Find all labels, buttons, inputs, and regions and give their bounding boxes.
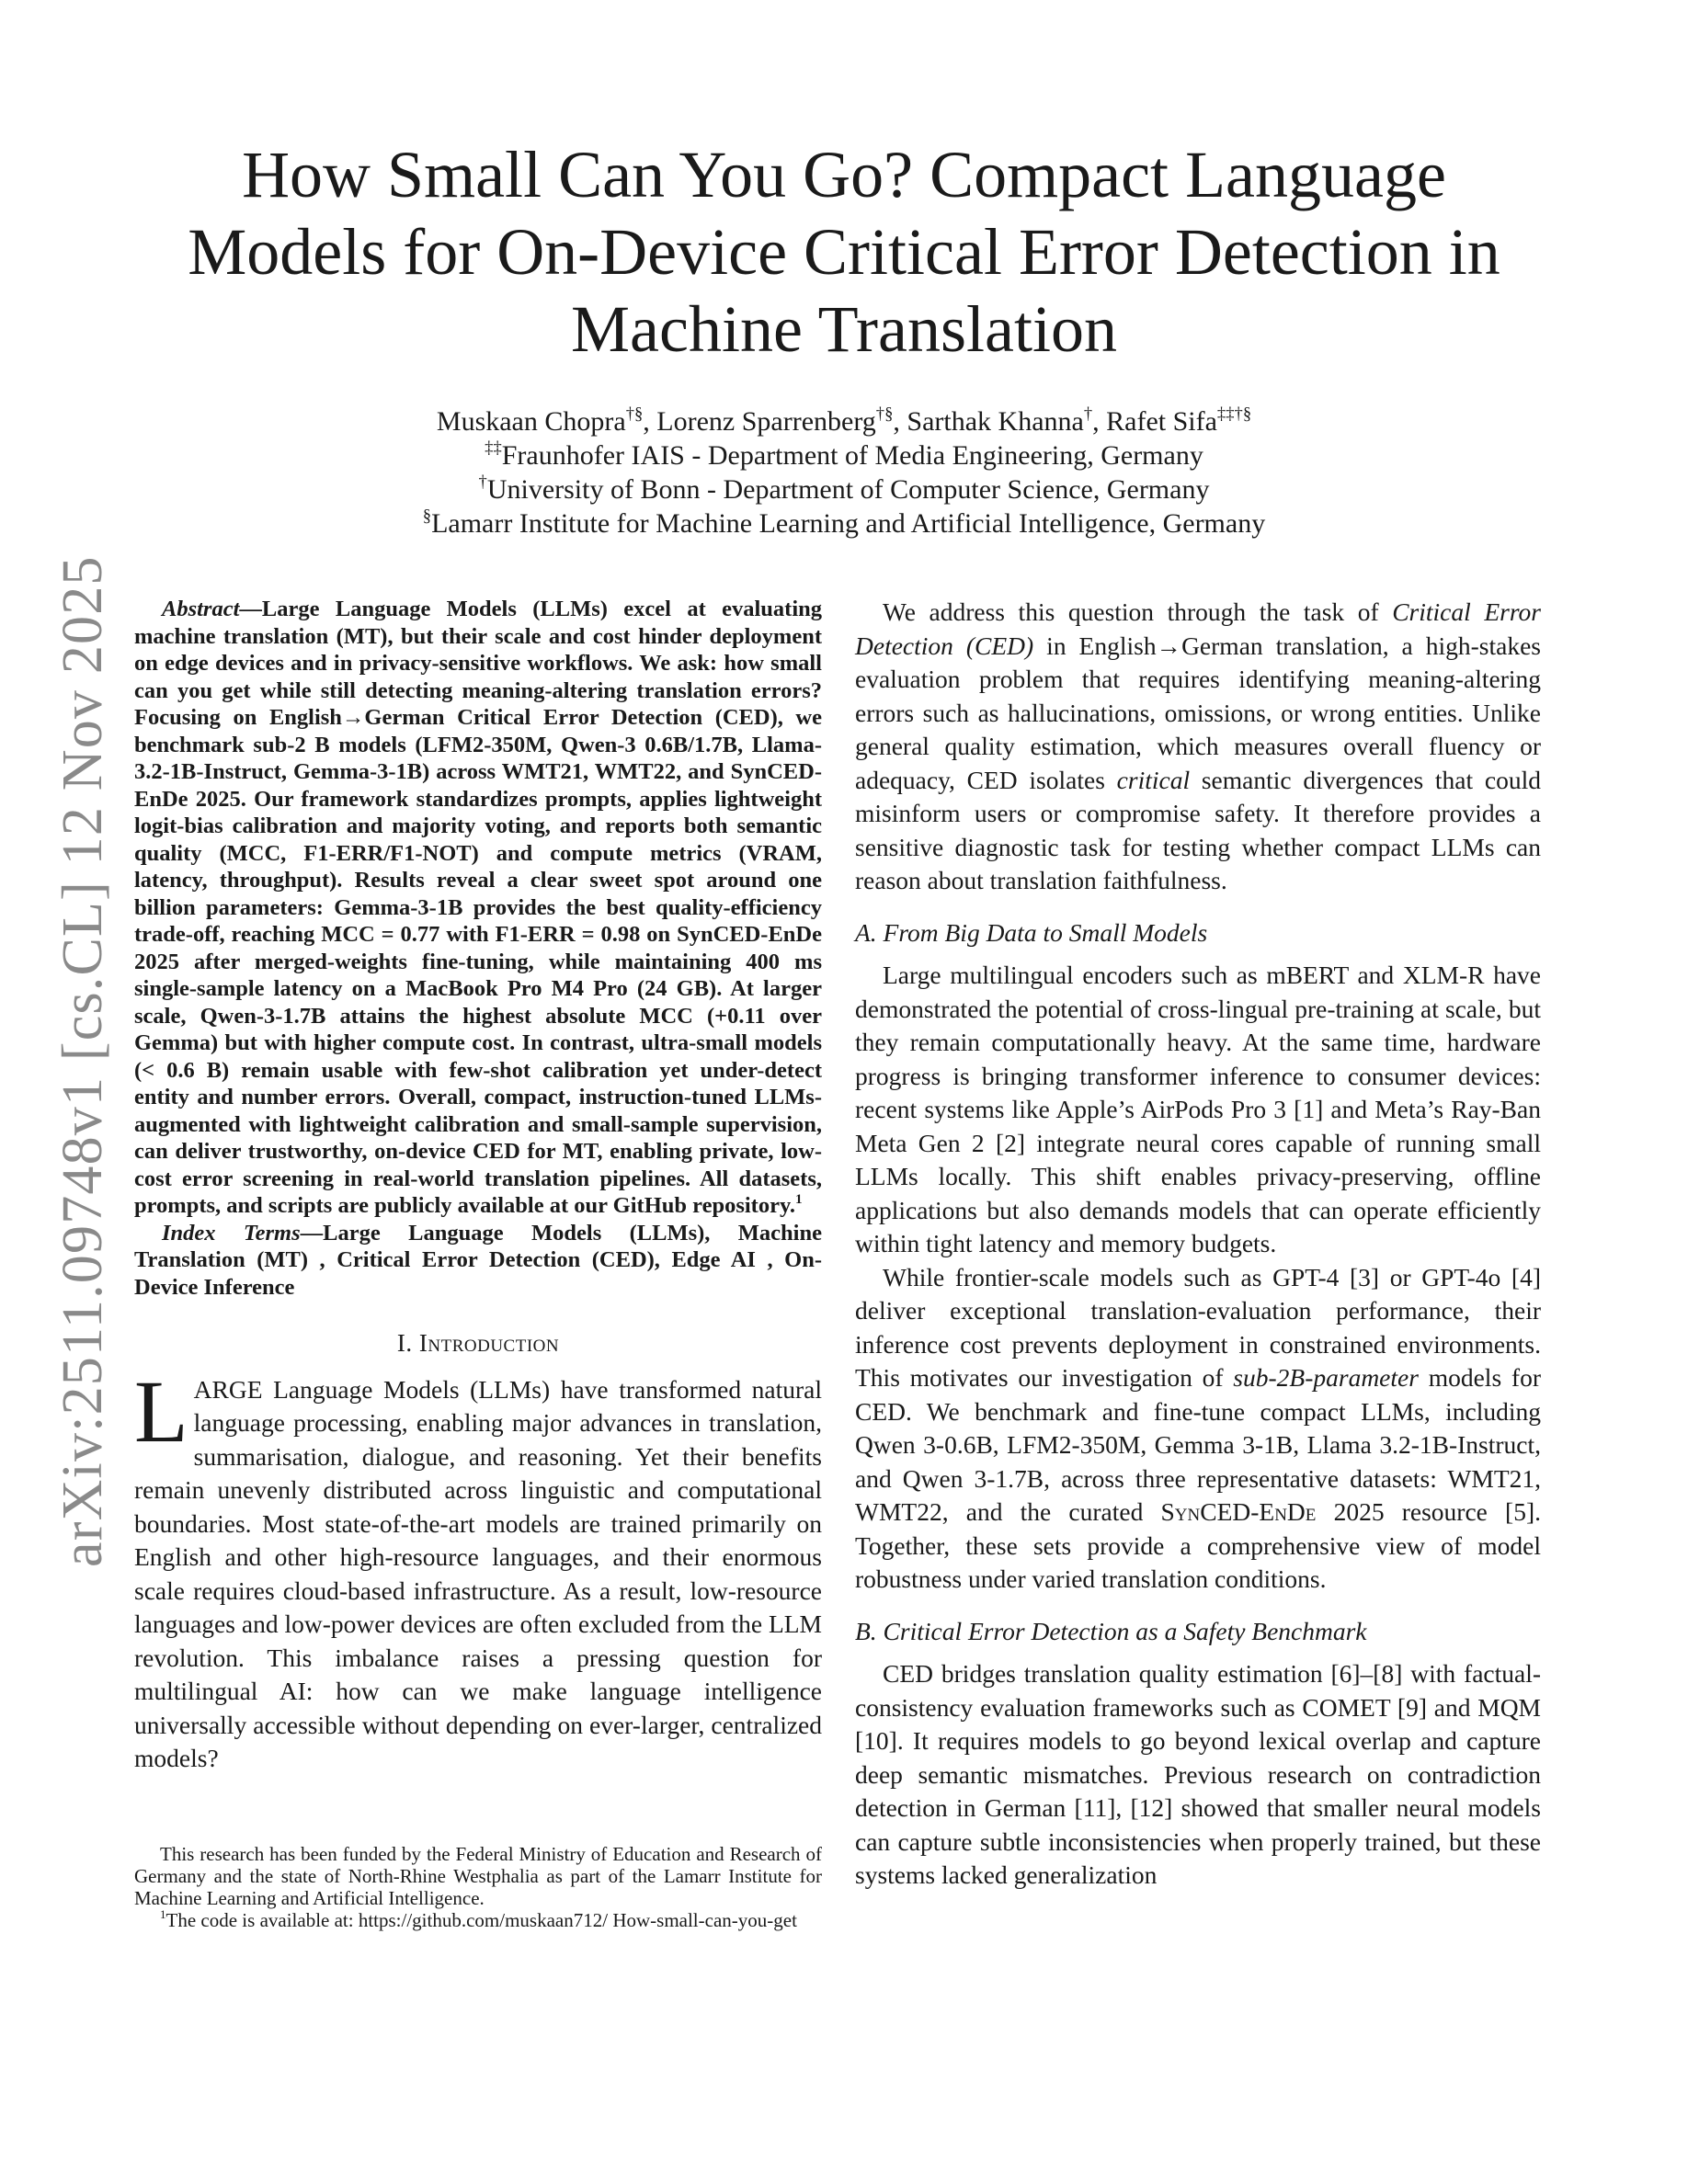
affiliation-bonn: †University of Bonn - Department of Computer Science, Germany bbox=[478, 472, 1210, 505]
code-footnote: $^1$The code is available at: https://github.com/muskaan712/ How-small-can-you-get bbox=[160, 1907, 797, 1931]
subsection-heading-a: A. From Big Data to Small Models bbox=[855, 917, 1208, 947]
author-block bbox=[138, 404, 1550, 540]
affiliation-fraunhofer: ‡‡Fraunhofer IAIS - Department of Media Engineering, Germany bbox=[485, 438, 1203, 471]
footnotes bbox=[134, 1843, 822, 1931]
subsection-a-paragraph-1: Large multilingual encoders such as mBERT and XLM-R have demonstrated the potential of cross-lingual pre-training at scale, but they remain computationally heavy. At the same time, hardware progress is bringing transformer inference to consumer devices: recent systems like Apple’s AirPods Pro 3 [1] and Meta’s Ray-Ban Meta Gen 2 [2] integrate neural cores capable of running small LLMs locally. This shift enables privacy-preserving, offline applications but also demands models that can operate efficiently within tight latency and memory budgets. bbox=[855, 961, 1541, 1257]
abstract bbox=[134, 596, 822, 1220]
index-terms bbox=[134, 1220, 822, 1302]
author-list: Muskaan Chopra†§, Lorenz Sparrenberg†§, Sarthak Khanna†, Rafet Sifa‡‡†§ bbox=[436, 404, 1252, 437]
left-column bbox=[134, 596, 822, 1776]
index-terms-text: —Large Language Models (LLMs), Machine Translation (MT) , Critical Error Detection (CED), Edge AI , On-Device Inference bbox=[134, 1220, 822, 1300]
funding-note: This research has been funded by the Federal Ministry of Education and Research of Germany and the state of North-Rhine Westphalia as part of the Lamarr Institute for Machine Learning and Artificial Intelligence. bbox=[134, 1843, 822, 1909]
intro-paragraph-2: We address this question through the task of Critical Error Detection (CED) in English→German translation, a high-stakes evaluation problem that requires identifying meaning-altering errors such as hallucinations, omissions, or wrong entities. Unlike general quality estimation, which measures overall fluency or adequacy, CED isolates critical semantic divergences that could misinform users or compromise safety. It therefore provides a sensitive diagnostic task for testing whether compact LLMs can reason about translation faithfulness. bbox=[855, 597, 1541, 894]
abstract-text: —Large Language Models (LLMs) excel at evaluating machine translation (MT), but their scale and cost hinder deployment on edge devices and in privacy-sensitive workflows. We ask: how small can you get while still detecting meaning-altering translation errors? Focusing on English→German Critical Error Detection (CED), we benchmark sub-2 B models (LFM2-350M, Qwen-3 0.6B/1.7B, Llama-3.2-1B-Instruct, Gemma-3-1B) across WMT21, WMT22, and SynCED-EnDe 2025. Our framework standardizes prompts, applies lightweight logit-bias calibration and majority voting, and reports both semantic quality (MCC, F1-ERR/F1-NOT) and compute metrics (VRAM, latency, throughput). Results reveal a clear sweet spot around one billion parameters: Gemma-3-1B provides the best quality-efficiency trade-off, reaching MCC = 0.77 with F1-ERR = 0.98 on SynCED-EnDe 2025 after merged-weights fine-tuning, while maintaining 400 ms single-sample latency on a MacBook Pro M4 Pro (24 GB). At larger scale, Qwen-3-1.7B attains the highest absolute MCC (+0.11 over Gemma) but with higher compute cost. In contrast, ultra-small models (< 0.6 B) remain usable with few-shot calibration yet under-detect entity and number errors. Overall, compact, instruction-tuned LLMs-augmented with lightweight calibration and small-sample supervision, can deliver trustworthy, on-device CED for MT, enabling private, low-cost error screening in real-world translation pipelines. All datasets, prompts, and scripts are publicly available at our GitHub repository. bbox=[134, 597, 822, 1218]
intro-paragraph-1: LARGE Language Models (LLMs) have transformed natural language processing, enabling major advances in translation, summarisation, dialogue, and reasoning. Yet their benefits remain unevenly distributed across linguistic and computational boundaries. Most state-of-the-art models are trained primarily on English and other high-resource languages, and their enormous scale requires cloud-based infrastructure. As a result, low-resource languages and low-power devices are often excluded from the LLM revolution. This imbalance raises a pressing question for multilingual AI: how can we make language intelligence universally accessible without depending on ever-larger, centralized models? bbox=[134, 1361, 822, 1772]
drop-cap: L bbox=[134, 1361, 188, 1461]
index-terms-label: Index Terms bbox=[162, 1220, 301, 1246]
right-column bbox=[855, 596, 1541, 1893]
affiliation-lamarr: §Lamarr Institute for Machine Learning and Artificial Intelligence, Germany bbox=[422, 506, 1266, 539]
footnote-mark: 1 bbox=[794, 1191, 803, 1208]
subsection-a-paragraph-2: While frontier-scale models such as GPT-4 [3] or GPT-4o [4] deliver exceptional translation-evaluation performance, their inference cost prevents deployment in constrained environments. This motivates our investigation of sub-2B-parameter models for CED. We benchmark and fine-tune compact LLMs, including Qwen 3-0.6B, LFM2-350M, Gemma 3-1B, Llama 3.2-1B-Instruct, and Qwen 3-1.7B, across three representative datasets: WMT21, WMT22, and the curated SynCED-EnDe 2025 resource [5]. Together, these sets provide a comprehensive view of model robustness under varied translation conditions. bbox=[855, 1262, 1541, 1593]
paper-title: How Small Can You Go? Compact Language Models for On-Device Critical Error Detection in Machine Translation bbox=[188, 138, 1500, 366]
subsection-heading-b: B. Critical Error Detection as a Safety Benchmark bbox=[855, 1616, 1367, 1645]
abstract-label: Abstract bbox=[162, 597, 240, 621]
arxiv-identifier-sidebar: arXiv:2511.09748v1 [cs.CL] 12 Nov 2025 bbox=[51, 555, 114, 1567]
subsection-b-paragraph-1: CED bridges translation quality estimation [6]–[8] with factual-consistency evaluation frameworks such as COMET [9] and MQM [10]. It requires models to go beyond lexical overlap and capture deep semantic mismatches. Previous research on contradiction detection in German [11], [12] showed that smaller neural models can capture subtle inconsistencies when properly trained, but these systems lacked generalization bbox=[855, 1659, 1541, 1889]
section-heading-introduction: I. Introduction bbox=[396, 1329, 560, 1357]
